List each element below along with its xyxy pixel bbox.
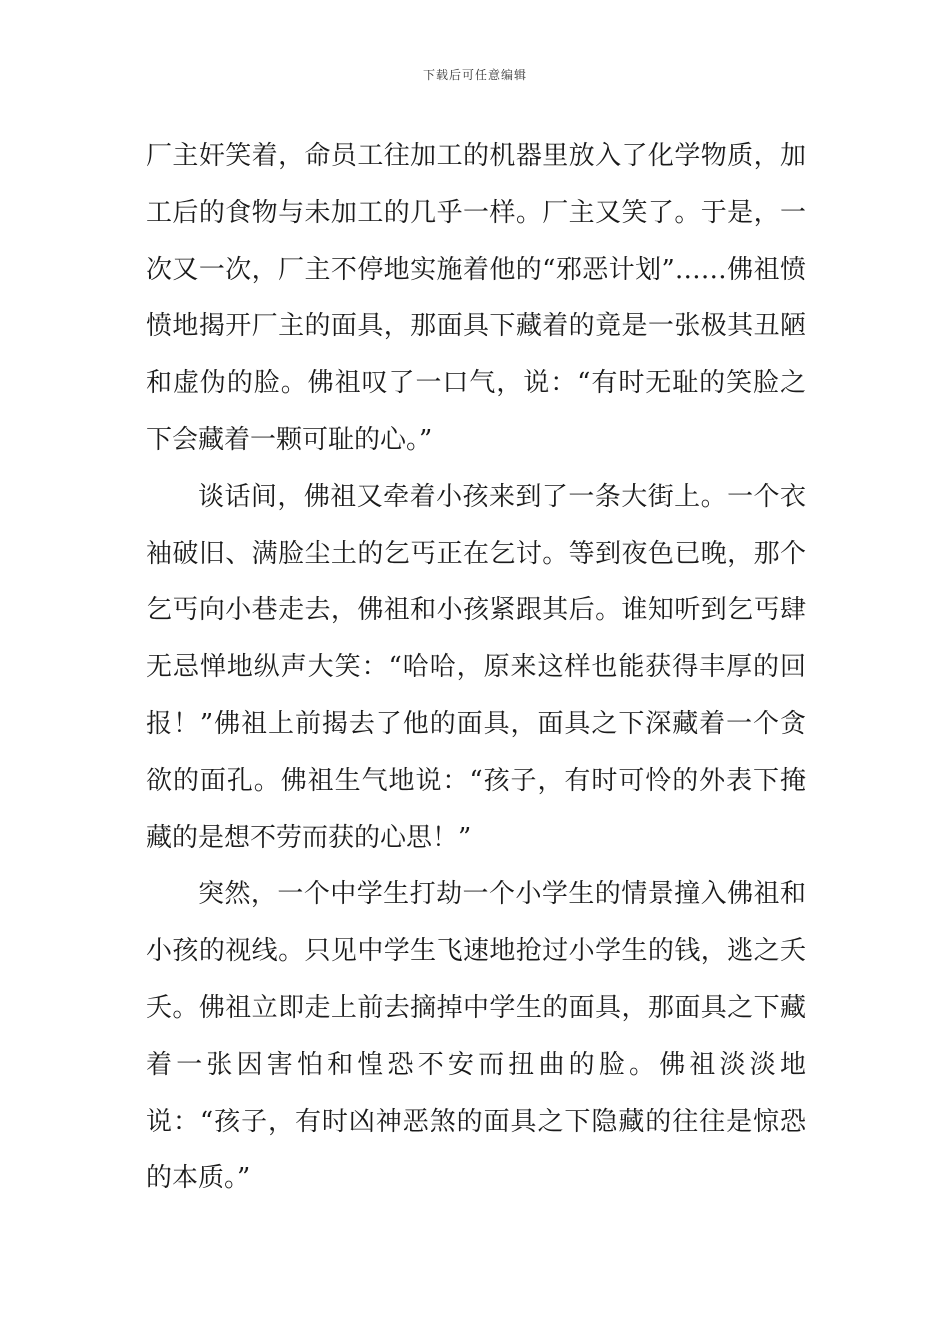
header-note: 下载后可任意编辑	[422, 68, 527, 82]
paragraph-1: 厂主奸笑着，命员工往加工的机器里放入了化学物质，加工后的食物与未加工的几乎一样。厂主又笑了。于是，一次又一次，厂主不停地实施着他的“邪恶计划”……佛祖愤愤地揭开厂主的面具，那面具下藏着的竟是一张极其丑陋和虚伪的脸。佛祖叹了一口气，说：“有时无耻的笑脸之下会藏着一颗可耻的心。”	[146, 141, 806, 455]
paragraph-2: 谈话间，佛祖又牵着小孩来到了一条大街上。一个衣袖破旧、满脸尘土的乞丐正在乞讨。等到夜色已晚，那个乞丐向小巷走去，佛祖和小孩紧跟其后。谁知听到乞丐肆无忌惮地纵声大笑：“哈哈，原来这样也能获得丰厚的回报！”佛祖上前揭去了他的面具，面具之下深藏着一个贪欲的面孔。佛祖生气地说：“孩子，有时可怜的外表下掩藏的是想不劳而获的心思！”	[146, 481, 806, 853]
paragraph-3: 突然，一个中学生打劫一个小学生的情景撞入佛祖和小孩的视线。只见中学生飞速地抢过小学生的钱，逃之夭夭。佛祖立即走上前去摘掉中学生的面具，那面具之下藏着一张因害怕和惶恐不安而扭曲的脸。佛祖淡淡地说：“孩子，有时凶神恶煞的面具之下隐藏的往往是惊恐的本质。”	[146, 879, 806, 1194]
document-body	[146, 128, 806, 1207]
